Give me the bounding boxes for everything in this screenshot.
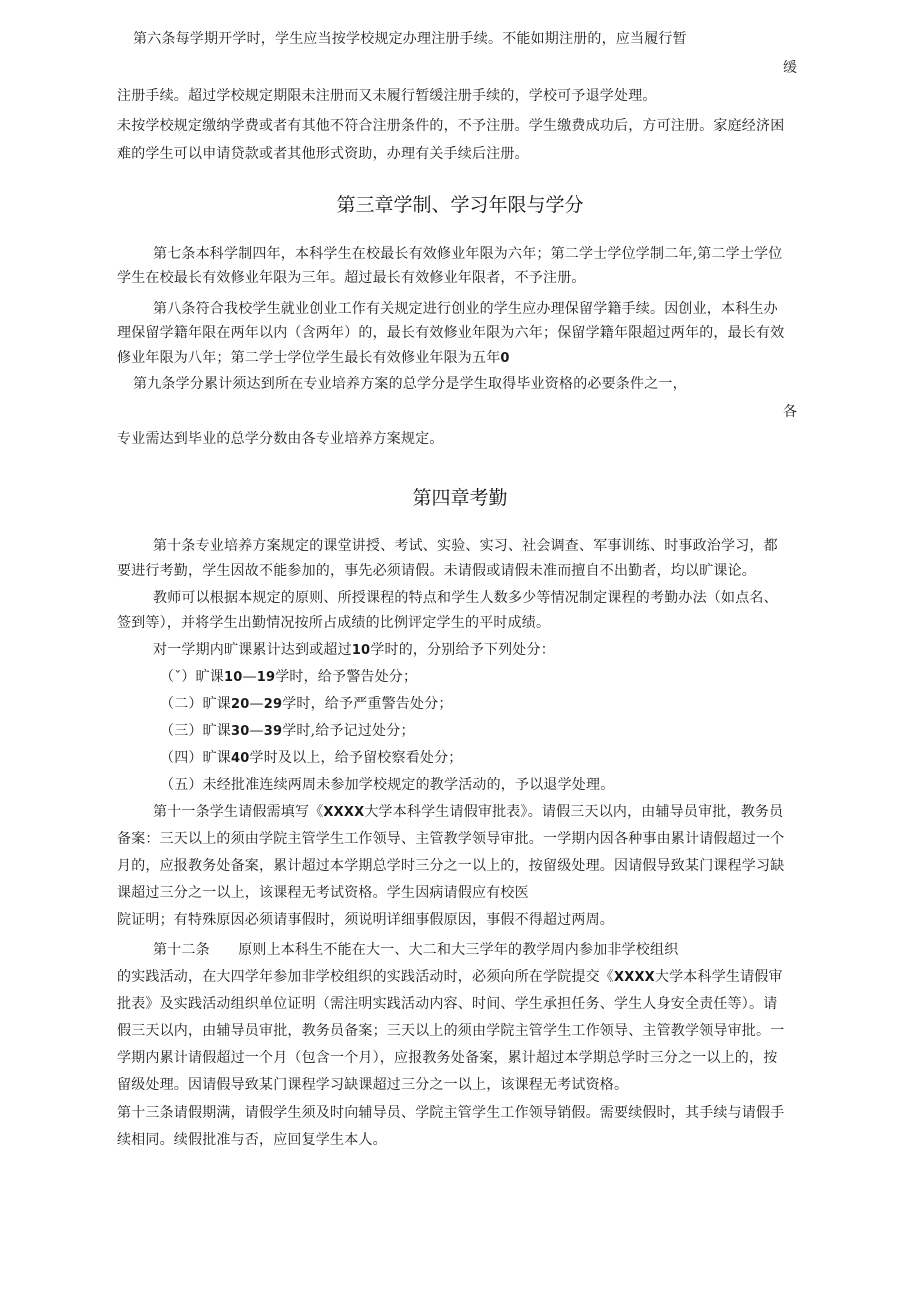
text-line: 备案：三天以上的须由学院主管学生工作领导、主管教学领导审批。一学期内因各种事由累计请假超过一个 <box>117 831 785 847</box>
text-line: 理保留学籍年限在两年以内（含两年）的，最长有效修业年限为六年；保留学籍年限超过两年的，最长有效 <box>117 325 785 341</box>
text-line: 各 <box>783 404 798 420</box>
list-item: （ˇ）旷课10—19学时，给予警告处分； <box>160 669 418 685</box>
text-line: 第八条符合我校学生就业创业工作有关规定进行创业的学生应办理保留学籍手续。因创业，本科生办 <box>153 301 778 317</box>
text-line: 批表》及实践活动组织单位证明（需注明实践活动内容、时间、学生承担任务、学生人身安全责任等）。请 <box>117 996 778 1012</box>
text-line: 第十一条学生请假需填写《XXXX大学本科学生请假审批表》。请假三天以内，由辅导员审批，教务员 <box>153 804 784 820</box>
text-line: 教师可以根据本规定的原则、所授课程的特点和学生人数多少等情况制定课程的考勤办法（如点名、 <box>153 590 778 606</box>
list-item: （二）旷课20—29学时，给予严重警告处分； <box>160 696 453 712</box>
text-line: 第七条本科学制四年，本科学生在校最长有效修业年限为六年；第二学士学位学制二年,第二学士学位 <box>153 246 783 262</box>
text-line: 第九条学分累计须达到所在专业培养方案的总学分是学生取得毕业资格的必要条件之一， <box>133 376 687 392</box>
text-line: 学生在校最长有效修业年限为三年。超过最长有效修业年限者，不予注册。 <box>117 270 586 286</box>
text-line: 专业需达到毕业的总学分数由各专业培养方案规定。 <box>117 431 444 447</box>
list-item: （四）旷课40学时及以上，给予留校察看处分； <box>160 750 463 766</box>
text-line: 月的，应报教务处备案，累计超过本学期总学时三分之一以上的，按留级处理。因请假导致某门课程学习缺 <box>117 858 785 874</box>
text-line: 第十二条 原则上本科生不能在大一、大二和大三学年的教学周内参加非学校组织 <box>153 942 679 958</box>
chapter-heading: 第三章学制、学习年限与学分 <box>336 194 584 216</box>
text-line: 修业年限为八年；第二学士学位学生最长有效修业年限为五年0 <box>117 350 510 366</box>
text-line: 院证明；有特殊原因必须请事假时，须说明详细事假原因，事假不得超过两周。 <box>117 912 614 928</box>
text-line: 假三天以内，由辅导员审批，教务员备案；三天以上的须由学院主管学生工作领导、主管教学领导审批。一 <box>117 1023 785 1039</box>
text-line: 学期内累计请假超过一个月（包含一个月），应报教务处备案，累计超过本学期总学时三分之一以上的，按 <box>117 1050 778 1066</box>
text-line: 要进行考勤，学生因故不能参加的，事先必须请假。未请假或请假未准而擅自不出勤者，均以旷课论。 <box>117 563 756 579</box>
text-line: 的实践活动，在大四学年参加非学校组织的实践活动时，必须向所在学院提交《XXXX大学本科学生请假审 <box>117 969 783 985</box>
text-line: 第十三条请假期满，请假学生须及时向辅导员、学院主管学生工作领导销假。需要续假时，其手续与请假手 <box>117 1105 785 1121</box>
text-line: 课超过三分之一以上，该课程无考试资格。学生因病请假应有校医 <box>117 885 529 901</box>
text-line: 第六条每学期开学时，学生应当按学校规定办理注册手续。不能如期注册的，应当履行暂 <box>133 31 687 47</box>
text-line: 留级处理。因请假导致某门课程学习缺课超过三分之一以上，该课程无考试资格。 <box>117 1077 629 1093</box>
list-item: （五）未经批准连续两周未参加学校规定的教学活动的，予以退学处理。 <box>160 777 615 793</box>
text-line: 未按学校规定缴纳学费或者有其他不符合注册条件的，不予注册。学生缴费成功后，方可注册。家庭经济困 <box>117 118 785 134</box>
text-line: 缓 <box>783 60 798 76</box>
list-item: （三）旷课30—39学时,给予记过处分； <box>160 723 415 739</box>
text-line: 对一学期内旷课累计达到或超过10学时的，分别给予下列处分： <box>153 642 555 658</box>
text-line: 续相同。续假批准与否，应回复学生本人。 <box>117 1132 387 1148</box>
text-line: 难的学生可以申请贷款或者其他形式资助，办理有关手续后注册。 <box>117 146 529 162</box>
text-line: 签到等），并将学生出勤情况按所占成绩的比例评定学生的平时成绩。 <box>117 615 551 631</box>
text-line: 注册手续。超过学校规定期限未注册而又未履行暂缓注册手续的，学校可予退学处理。 <box>117 88 657 104</box>
chapter-heading: 第四章考勤 <box>412 487 508 509</box>
text-line: 第十条专业培养方案规定的课堂讲授、考试、实验、实习、社会调查、军事训练、时事政治学习，都 <box>153 538 778 554</box>
